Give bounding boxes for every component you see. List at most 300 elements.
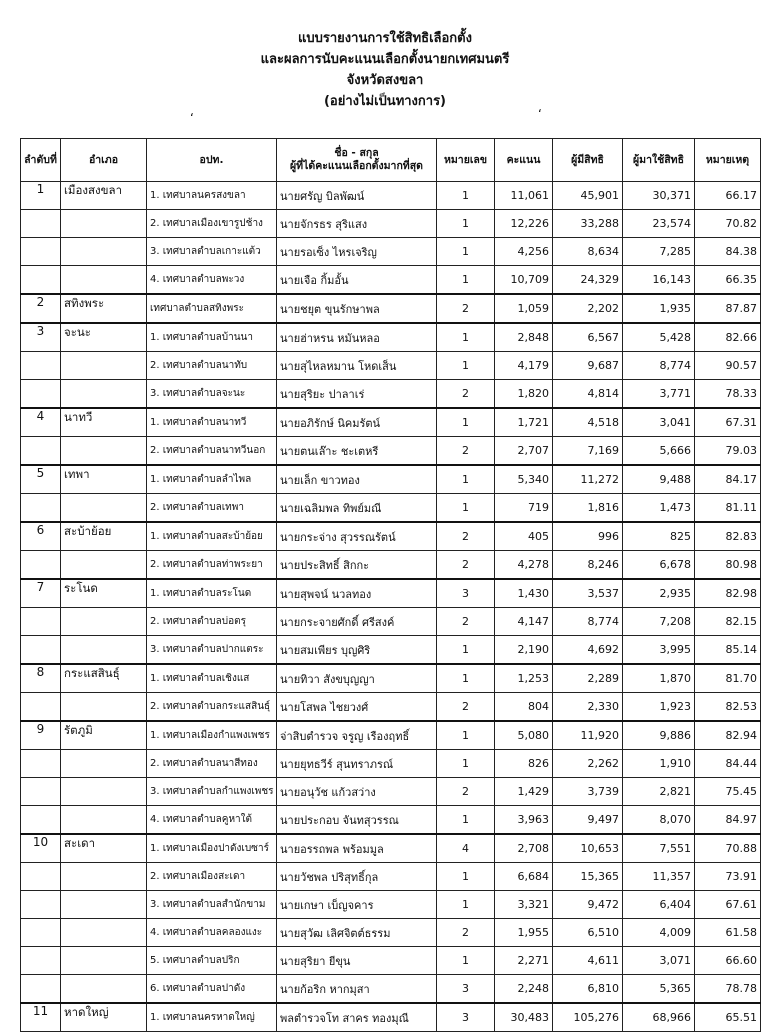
cell-note: 82.66 [695,323,761,352]
cell-eligible: 15,365 [553,863,623,891]
cell-eligible: 11,920 [553,721,623,750]
cell-eligible: 6,510 [553,919,623,947]
cell-org: 2. เทศบาลตำบลนาสีทอง [147,750,277,778]
cell-votes: 2,707 [495,437,553,466]
cell-number: 2 [437,380,495,409]
header-turnout: ผู้มาใช้สิทธิ [623,139,695,182]
cell-org: 2. เทศบาลตำบลท่าพระยา [147,551,277,580]
cell-eligible: 6,567 [553,323,623,352]
cell-turnout: 1,935 [623,294,695,323]
cell-turnout: 8,774 [623,352,695,380]
row-district: เทพา [61,465,147,494]
cell-name: นายรอเซ็ง ไหรเจริญ [277,238,437,266]
cell-note: 84.44 [695,750,761,778]
cell-eligible: 11,272 [553,465,623,494]
cell-turnout: 1,473 [623,494,695,523]
cell-note: 82.53 [695,693,761,722]
header-note: หมายเหตุ [695,139,761,182]
cell-number: 4 [437,834,495,863]
row-district [61,975,147,1004]
cell-votes: 11,061 [495,182,553,210]
table-row [21,891,761,919]
cell-org: 5. เทศบาลตำบลปริก [147,947,277,975]
cell-votes: 12,226 [495,210,553,238]
cell-number: 3 [437,1003,495,1032]
row-order: 5 [21,465,61,494]
cell-note: 82.15 [695,608,761,636]
cell-eligible: 24,329 [553,266,623,295]
cell-name: นายสุริยะ ปาลาเร่ [277,380,437,409]
header-name-line1: ชื่อ - สกุล [334,147,379,159]
header-district: อำเภอ [61,139,147,182]
header-votes: คะแนน [495,139,553,182]
cell-org: 1. เทศบาลนครสงขลา [147,182,277,210]
table-row [21,664,761,693]
cell-name: นายจักรธร สุริแสง [277,210,437,238]
cell-org: 2. เทศบาลตำบลบ่อตรุ [147,608,277,636]
cell-turnout: 30,371 [623,182,695,210]
cell-number: 1 [437,465,495,494]
row-district [61,891,147,919]
title-line-2: และผลการนับคะแนนเลือกตั้งนายกเทศมนตรี [260,52,510,67]
title-line-3: จังหวัดสงขลา [346,73,424,88]
cell-votes: 1,430 [495,579,553,608]
cell-turnout: 5,365 [623,975,695,1004]
cell-eligible: 2,330 [553,693,623,722]
row-order [21,380,61,409]
row-order [21,891,61,919]
cell-turnout: 7,285 [623,238,695,266]
cell-number: 1 [437,891,495,919]
cell-eligible: 1,816 [553,494,623,523]
cell-org: 2. เทศบาลเมืองเขารูปช้าง [147,210,277,238]
cell-note: 82.94 [695,721,761,750]
cell-name: จ่าสิบตำรวจ จรูญ เรืองฤทธิ์ [277,721,437,750]
row-district: นาทวี [61,408,147,437]
cell-number: 2 [437,693,495,722]
row-order [21,210,61,238]
row-order: 11 [21,1003,61,1032]
row-order: 2 [21,294,61,323]
cell-name: นายอนุวัช แก้วสว่าง [277,778,437,806]
row-order: 9 [21,721,61,750]
cell-number: 2 [437,919,495,947]
cell-votes: 2,848 [495,323,553,352]
cell-number: 1 [437,182,495,210]
table-row [21,437,761,466]
cell-turnout: 1,870 [623,664,695,693]
table-row [21,721,761,750]
cell-turnout: 3,041 [623,408,695,437]
cell-votes: 5,080 [495,721,553,750]
cell-org: 2. เทศบาลตำบลเทพา [147,494,277,523]
cell-votes: 4,179 [495,352,553,380]
cell-number: 1 [437,947,495,975]
cell-name: นายเล็ก ขาวทอง [277,465,437,494]
cell-eligible: 9,472 [553,891,623,919]
row-district [61,778,147,806]
cell-eligible: 45,901 [553,182,623,210]
row-district: ระโนด [61,579,147,608]
cell-org: 4. เทศบาลตำบลคูหาใต้ [147,806,277,835]
table-row [21,551,761,580]
cell-name: นายตนเล๊าะ ชะเตหรี [277,437,437,466]
cell-org: 1. เทศบาลเมืองกำแพงเพชร [147,721,277,750]
cell-turnout: 23,574 [623,210,695,238]
table-row [21,636,761,665]
cell-votes: 10,709 [495,266,553,295]
header-order: ลำดับที่ [21,139,61,182]
row-district [61,494,147,523]
table-row [21,693,761,722]
cell-number: 1 [437,238,495,266]
cell-number: 2 [437,522,495,551]
cell-turnout: 2,821 [623,778,695,806]
cell-eligible: 2,262 [553,750,623,778]
cell-turnout: 68,966 [623,1003,695,1032]
cell-org: 1. เทศบาลตำบลลำไพล [147,465,277,494]
cell-eligible: 4,692 [553,636,623,665]
cell-name: นายเกษา เบ็ญจคาร [277,891,437,919]
row-district: รัตภูมิ [61,721,147,750]
cell-org: 1. เทศบาลตำบลระโนด [147,579,277,608]
cell-note: 66.35 [695,266,761,295]
cell-org: 4. เทศบาลตำบลพะวง [147,266,277,295]
row-district [61,238,147,266]
row-district: สะเดา [61,834,147,863]
cell-turnout: 9,886 [623,721,695,750]
cell-votes: 3,321 [495,891,553,919]
cell-eligible: 2,202 [553,294,623,323]
table-row [21,608,761,636]
cell-eligible: 3,739 [553,778,623,806]
cell-name: นายอภิรักษ์ นิคมรัตน์ [277,408,437,437]
row-district [61,919,147,947]
cell-number: 1 [437,664,495,693]
cell-number: 3 [437,975,495,1004]
row-order [21,778,61,806]
cell-turnout: 2,935 [623,579,695,608]
row-district: สทิงพระ [61,294,147,323]
row-order [21,919,61,947]
cell-number: 1 [437,636,495,665]
cell-org: 3. เทศบาลตำบลจะนะ [147,380,277,409]
cell-eligible: 7,169 [553,437,623,466]
cell-note: 79.03 [695,437,761,466]
cell-org: 2. เทศบาลตำบลนาทวีนอก [147,437,277,466]
cell-votes: 1,955 [495,919,553,947]
table-row [21,947,761,975]
row-order [21,494,61,523]
cell-number: 1 [437,352,495,380]
cell-number: 1 [437,323,495,352]
cell-note: 81.11 [695,494,761,523]
cell-note: 82.98 [695,579,761,608]
cell-note: 67.61 [695,891,761,919]
cell-turnout: 5,666 [623,437,695,466]
row-district [61,551,147,580]
row-order: 1 [21,182,61,210]
row-district [61,608,147,636]
table-row [21,494,761,523]
header-name [277,139,437,182]
cell-number: 1 [437,266,495,295]
cell-turnout: 6,678 [623,551,695,580]
cell-eligible: 4,518 [553,408,623,437]
cell-name: นายกระจายศักดิ์ ศรีสงค์ [277,608,437,636]
cell-org: 3. เทศบาลตำบลกำแพงเพชร [147,778,277,806]
row-order [21,551,61,580]
cell-votes: 5,340 [495,465,553,494]
row-order [21,636,61,665]
title-line-1: แบบรายงานการใช้สิทธิเลือกตั้ง [298,31,472,46]
cell-turnout: 1,910 [623,750,695,778]
cell-note: 75.45 [695,778,761,806]
cell-note: 84.38 [695,238,761,266]
cell-eligible: 3,537 [553,579,623,608]
table-row [21,294,761,323]
cell-votes: 3,963 [495,806,553,835]
row-order [21,693,61,722]
cell-name: นายยุทธวีร์ สุนทราภรณ์ [277,750,437,778]
table-body [21,182,761,1032]
cell-votes: 4,147 [495,608,553,636]
cell-org: 1. เทศบาลตำบลบ้านนา [147,323,277,352]
table-row [21,579,761,608]
table-row [21,522,761,551]
cell-turnout: 3,995 [623,636,695,665]
cell-name: นายสุริยา ยีขุน [277,947,437,975]
row-district [61,863,147,891]
cell-org: 1. เทศบาลตำบลนาทวี [147,408,277,437]
row-district: เมืองสงขลา [61,182,147,210]
cell-name: นายทิวา สังขบุญญา [277,664,437,693]
cell-name: นายก้อริก หากมุสา [277,975,437,1004]
cell-number: 2 [437,294,495,323]
cell-eligible: 8,246 [553,551,623,580]
cell-number: 1 [437,721,495,750]
row-order [21,437,61,466]
cell-votes: 1,429 [495,778,553,806]
cell-org: 3. เทศบาลตำบลปากแตระ [147,636,277,665]
cell-org: 2. เทศบาลเมืองสะเดา [147,863,277,891]
table-row [21,266,761,295]
row-order [21,352,61,380]
cell-turnout: 9,488 [623,465,695,494]
table-row [21,323,761,352]
cell-votes: 4,278 [495,551,553,580]
cell-note: 67.31 [695,408,761,437]
row-order: 7 [21,579,61,608]
cell-name: นายประกอบ จันทสุวรรณ [277,806,437,835]
cell-name: พลตำรวจโท สาคร ทองมุณี [277,1003,437,1032]
cell-number: 1 [437,750,495,778]
table-row [21,1003,761,1032]
table-row [21,750,761,778]
row-order [21,806,61,835]
cell-name: นายอรรถพล พร้อมมูล [277,834,437,863]
cell-eligible: 4,611 [553,947,623,975]
cell-org: 2. เทศบาลตำบลกระแสสินธุ์ [147,693,277,722]
row-order [21,975,61,1004]
cell-note: 87.87 [695,294,761,323]
cell-number: 2 [437,778,495,806]
cell-number: 1 [437,210,495,238]
row-district [61,750,147,778]
table-row [21,975,761,1004]
cell-votes: 2,271 [495,947,553,975]
cell-votes: 2,248 [495,975,553,1004]
cell-note: 78.33 [695,380,761,409]
cell-number: 2 [437,437,495,466]
cell-turnout: 1,923 [623,693,695,722]
cell-org: 3. เทศบาลตำบลสำนักขาม [147,891,277,919]
cell-org: 2. เทศบาลตำบลนาทับ [147,352,277,380]
table-row [21,834,761,863]
cell-number: 1 [437,806,495,835]
cell-eligible: 9,497 [553,806,623,835]
cell-votes: 2,190 [495,636,553,665]
cell-eligible: 4,814 [553,380,623,409]
table-row [21,238,761,266]
cell-eligible: 996 [553,522,623,551]
cell-name: นายสุไหลหมาน โหดเส็น [277,352,437,380]
cell-note: 80.98 [695,551,761,580]
cell-turnout: 7,551 [623,834,695,863]
row-district [61,437,147,466]
cell-number: 1 [437,863,495,891]
election-results-table [20,138,761,1032]
header-org: อปท. [147,139,277,182]
cell-note: 66.60 [695,947,761,975]
cell-number: 1 [437,494,495,523]
row-order: 6 [21,522,61,551]
row-district [61,352,147,380]
title-line-4: (อย่างไม่เป็นทางการ) [323,94,446,109]
cell-note: 78.78 [695,975,761,1004]
cell-name: นายเฉลิมพล ทิพย์มณี [277,494,437,523]
row-order [21,947,61,975]
cell-name: นายสุพจน์ นวลทอง [277,579,437,608]
cell-eligible: 2,289 [553,664,623,693]
cell-note: 70.82 [695,210,761,238]
cell-note: 90.57 [695,352,761,380]
cell-number: 2 [437,608,495,636]
cell-eligible: 10,653 [553,834,623,863]
cell-turnout: 7,208 [623,608,695,636]
header-eligible: ผู้มีสิทธิ [553,139,623,182]
row-district: กระแสสินธุ์ [61,664,147,693]
cell-votes: 804 [495,693,553,722]
cell-org: เทศบาลตำบลสทิงพระ [147,294,277,323]
cell-eligible: 8,634 [553,238,623,266]
cell-name: นายโสพล ไชยวงศ์ [277,693,437,722]
cell-turnout: 3,771 [623,380,695,409]
header-number: หมายเลข [437,139,495,182]
cell-note: 84.17 [695,465,761,494]
header-name-line2: ผู้ที่ได้คะแนนเลือกตั้งมากที่สุด [290,160,423,172]
cell-note: 81.70 [695,664,761,693]
cell-org: 3. เทศบาลตำบลเกาะแต้ว [147,238,277,266]
cell-turnout: 5,428 [623,323,695,352]
cell-turnout: 3,071 [623,947,695,975]
table-header-row [21,139,761,182]
cell-eligible: 105,276 [553,1003,623,1032]
cell-name: นายฮ่าหรน หมันหลอ [277,323,437,352]
cell-name: นายสุวัฒ เลิศจิตต์ธรรม [277,919,437,947]
cell-number: 2 [437,551,495,580]
table-row [21,919,761,947]
cell-note: 85.14 [695,636,761,665]
cell-org: 1. เทศบาลตำบลเชิงแส [147,664,277,693]
cell-note: 61.58 [695,919,761,947]
cell-name: นายเจือ กิ้มอั้น [277,266,437,295]
cell-name: นายชยุต ขุนรักษาพล [277,294,437,323]
cell-votes: 405 [495,522,553,551]
cell-note: 65.51 [695,1003,761,1032]
row-order [21,608,61,636]
cell-name: นายวัชพล ปริสุทธิ์กุล [277,863,437,891]
row-district: หาดใหญ่ [61,1003,147,1032]
cell-number: 3 [437,579,495,608]
cell-turnout: 4,009 [623,919,695,947]
row-district [61,380,147,409]
scan-mark-left: ʻ [190,111,194,125]
cell-note: 66.17 [695,182,761,210]
cell-votes: 1,253 [495,664,553,693]
row-order [21,266,61,295]
row-order: 4 [21,408,61,437]
cell-org: 1. เทศบาลเมืองปาดังเบซาร์ [147,834,277,863]
cell-org: 1. เทศบาลตำบลสะบ้าย้อย [147,522,277,551]
cell-votes: 719 [495,494,553,523]
row-district: จะนะ [61,323,147,352]
cell-votes: 826 [495,750,553,778]
table-row [21,182,761,210]
cell-org: 4. เทศบาลตำบลคลองแงะ [147,919,277,947]
cell-name: นายสมเพียร บุญศิริ [277,636,437,665]
cell-note: 84.97 [695,806,761,835]
cell-name: นายศรัญ บิลพัฒน์ [277,182,437,210]
cell-name: นายกระจ่าง สุวรรณรัตน์ [277,522,437,551]
table-row [21,778,761,806]
table-row [21,352,761,380]
row-order [21,238,61,266]
row-order: 10 [21,834,61,863]
cell-note: 73.91 [695,863,761,891]
row-district [61,266,147,295]
cell-votes: 1,820 [495,380,553,409]
row-district [61,636,147,665]
cell-number: 1 [437,408,495,437]
row-district [61,210,147,238]
table-row [21,863,761,891]
row-district: สะบ้าย้อย [61,522,147,551]
cell-turnout: 6,404 [623,891,695,919]
cell-name: นายประสิทธิ์ สิกกะ [277,551,437,580]
table-row [21,465,761,494]
cell-org: 6. เทศบาลตำบลปาดัง [147,975,277,1004]
cell-turnout: 825 [623,522,695,551]
cell-eligible: 33,288 [553,210,623,238]
cell-votes: 30,483 [495,1003,553,1032]
row-order: 8 [21,664,61,693]
report-header [0,28,770,112]
cell-turnout: 16,143 [623,266,695,295]
scan-mark-right: ʻ [538,107,542,121]
table-row [21,380,761,409]
cell-note: 70.88 [695,834,761,863]
